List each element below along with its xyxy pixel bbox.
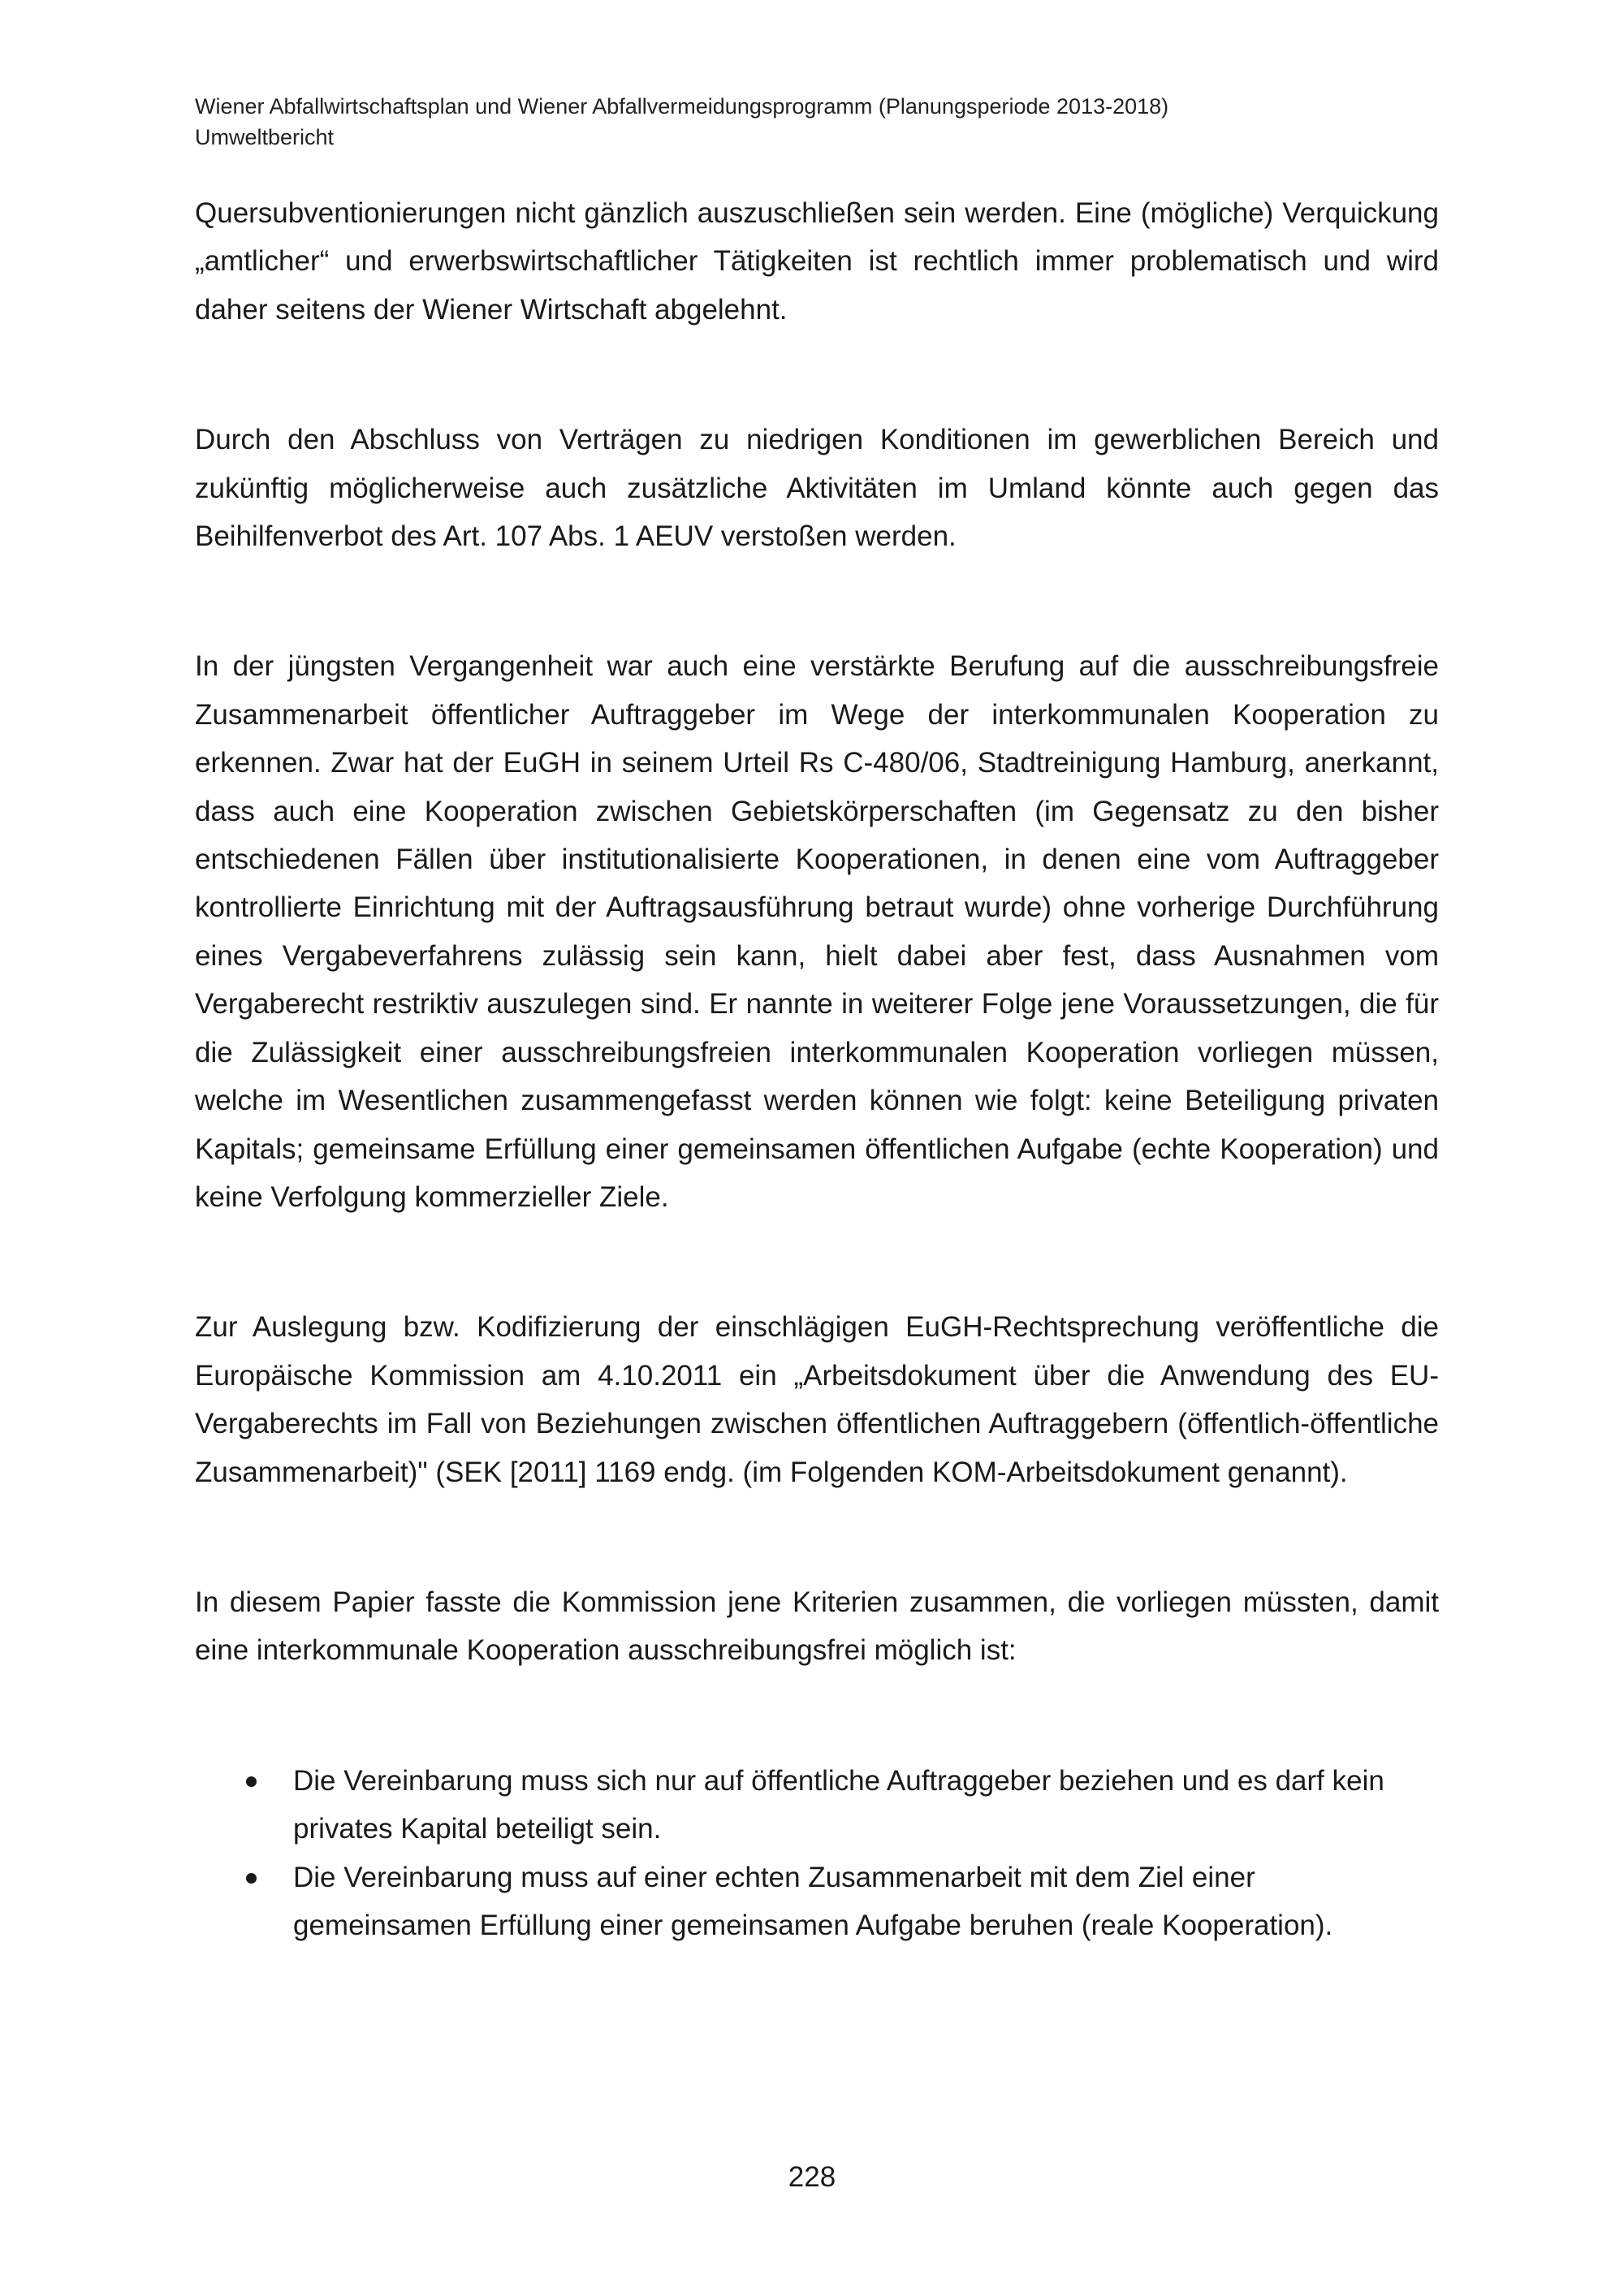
paragraph-intermunicipal-cooperation: In der jüngsten Vergangenheit war auch eine verstärkte Berufung auf die ausschreibungsfreie Zusammenarbeit öffentlicher Auftraggeber im Wege der interkommunalen Kooperation zu erkennen. Zwar hat der EuGH in seinem Urteil Rs C-480/06, Stadtreinigung Hamburg, anerkannt, dass auch eine Kooperation zwischen Gebietskörperschaften (im Gegensatz zu den bisher entschiedenen Fällen über institutionalisierte Kooperationen, in denen eine vom Auftraggeber kontrollierte Einrichtung mit der Auftragsausführung betraut wurde) ohne vorherige Durchführung eines Vergabeverfahrens zulässig sein kann, hielt dabei aber fest, dass Ausnahmen vom Vergaberecht restriktiv auszulegen sind. Er nannte in weiterer Folge jene Voraussetzungen, die für die Zulässigkeit einer ausschreibungsfreien interkommunalen Kooperation vorliegen müssen, welche im Wesentlichen zusammengefasst werden können wie folgt: keine Beteiligung privaten Kapitals; gemeinsame Erfüllung einer gemeinsamen öffentlichen Aufgabe (echte Kooperation) und keine Verfolgung kommerzieller Ziele. bbox=[195, 650, 1439, 1213]
document-title: Wiener Abfallwirtschaftsplan und Wiener Abfallvermeidungsprogramm (Planungsperiode 2013-2018) bbox=[195, 94, 1169, 119]
paragraph-criteria-intro: In diesem Papier fasste die Kommission jene Kriterien zusammen, die vorliegen müssten, damit eine interkommunale Kooperation ausschreibungsfrei möglich ist: bbox=[195, 1586, 1439, 1667]
paragraph-state-aid: Durch den Abschluss von Verträgen zu niedrigen Konditionen im gewerblichen Bereich und zukünftig möglicherweise auch zusätzliche Aktivitäten im Umland könnte auch gegen das Beihilfenverbot des Art. 107 Abs. 1 AEUV verstoßen werden. bbox=[195, 424, 1439, 553]
bullet-icon bbox=[246, 1873, 257, 1884]
page-number: 228 bbox=[788, 2161, 836, 2193]
list-item-text: Die Vereinbarung muss sich nur auf öffentliche Auftraggeber beziehen und es darf kein privates Kapital beteiligt sein. bbox=[293, 1764, 1384, 1845]
page-header bbox=[195, 91, 1445, 153]
document-subtitle: Umweltbericht bbox=[195, 125, 335, 149]
bullet-icon bbox=[246, 1776, 257, 1787]
list-item-text: Die Vereinbarung muss auf einer echten Zusammenarbeit mit dem Ziel einer gemeinsamen Erfüllung einer gemeinsamen Aufgabe beruhen (reale Kooperation). bbox=[293, 1861, 1333, 1941]
list-item bbox=[195, 1854, 1439, 1950]
paragraph-commission-working-document: Zur Auslegung bzw. Kodifizierung der einschlägigen EuGH-Rechtsprechung veröffentliche die Europäische Kommission am 4.10.2011 ein „Arbeitsdokument über die Anwendung des EU-Vergaberechts im Fall von Beziehungen zwischen öffentlichen Auftraggebern (öffentlich-öffentliche Zusammenarbeit)" (SEK [2011] 1169 endg. (im Folgenden KOM-Arbeitsdokument genannt). bbox=[195, 1311, 1439, 1488]
criteria-list bbox=[195, 1757, 1439, 1950]
list-item bbox=[195, 1757, 1439, 1854]
main-text bbox=[195, 189, 1439, 1949]
paragraph-cross-subsidy: Quersubventionierungen nicht gänzlich auszuschließen sein werden. Eine (mögliche) Verquickung „amtlicher“ und erwerbswirtschaftlicher Tätigkeiten ist rechtlich immer problematisch und wird daher seitens der Wiener Wirtschaft abgelehnt. bbox=[195, 197, 1439, 326]
